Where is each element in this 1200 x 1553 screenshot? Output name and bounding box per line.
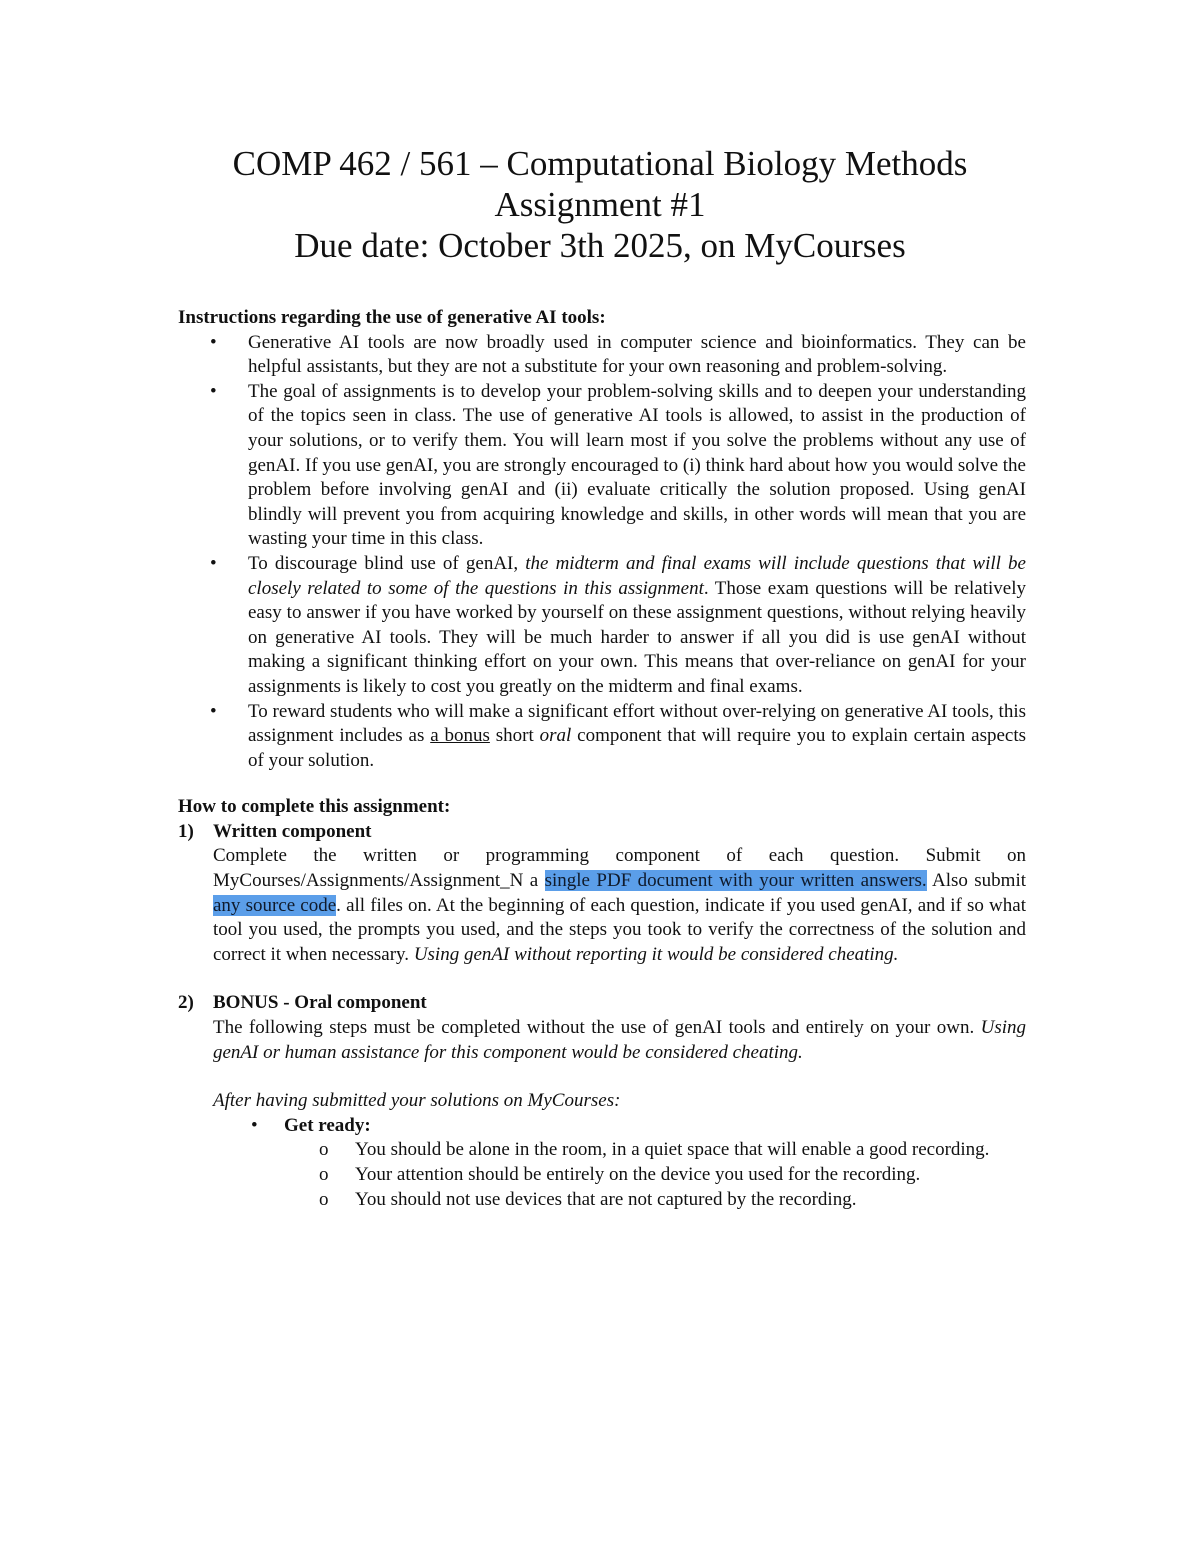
circle-bullet-icon: o [319, 1139, 329, 1161]
list-item: • To reward students who will make a significant effort without over-relying on generative AI tools, this assignment includes as a bonus short oral component that will require you to explain certain aspects of your solution. [210, 700, 1027, 771]
bullet-icon: • [251, 1114, 258, 1136]
highlighted-text: single PDF document with your written answers. [544, 870, 927, 892]
list-item: • Generative AI tools are now broadly used in computer science and bioinformatics. They can be helpful assistants, but they are not a substitute for your own reasoning and problem-solving. [210, 331, 1026, 378]
course-title: COMP 462 / 561 – Computational Biology Methods [232, 144, 968, 183]
bullet-icon: • [210, 331, 217, 353]
step-text: Complete the written or programming component of each question. Submit on MyCourses/Assignments/Assignment_N a single PDF document with your written answers. Also submit any source code. all files on. At the beginning of each question, indicate if you used genAI, and if so what tool you used, the prompts you used, and the steps you took to verify the correctness of the solution and correct it when necessary. Using genAI without reporting it would be considered cheating. [213, 845, 1027, 965]
how-to-heading: How to complete this assignment: [178, 796, 451, 818]
after-submission-note: After having submitted your solutions on MyCourses: [213, 1090, 621, 1112]
bonus-underline: a bonus [430, 725, 490, 747]
ai-instructions-heading: Instructions regarding the use of generative AI tools: [178, 307, 606, 328]
step-title: Written component [213, 820, 372, 842]
list-item: • To discourage blind use of genAI, the midterm and final exams will include questions that will be closely related to some of the questions in this assignment. Those exam questions will be relatively easy to answer if you have worked by yourself on these assignment questions, without relying heavily on generative AI tools. They will be much harder to answer if all you did is use genAI without making a significant thinking effort on your own. This means that over-reliance on genAI for your assignments is likely to cost you greatly on the midterm and final exams. [210, 552, 1026, 697]
list-item: o You should be alone in the room, in a quiet space that will enable a good recording. [284, 1138, 1026, 1163]
list-item: • The goal of assignments is to develop your problem-solving skills and to deepen your understanding of the topics seen in class. The use of generative AI tools is allowed, to assist in the production of your solutions, or to verify them. You will learn most if you solve the problems without any use of genAI. If you use genAI, you are strongly encouraged to (i) think hard about how you would solve the problem before involving genAI and (ii) evaluate critically the solution proposed. Using genAI blindly will prevent you from acquiring knowledge and skills, in other words will mean that you are wasting your time in this class. [210, 380, 1026, 550]
assignment-title: Assignment #1 [494, 185, 706, 224]
circle-bullet-icon: o [319, 1188, 329, 1210]
get-ready-items [284, 1138, 1026, 1212]
bullet-icon: • [210, 700, 217, 722]
bullet-icon: • [210, 380, 217, 402]
ai-instructions-list [178, 331, 1026, 774]
get-ready-list [213, 1114, 1026, 1212]
document-body [178, 306, 1026, 1212]
circle-bullet-icon: o [319, 1164, 329, 1185]
due-date: Due date: October 3th 2025, on MyCourses [294, 226, 906, 265]
exam-warning-emphasis: the midterm and final exams will include questions that will be closely related to some of the questions in this assignment [248, 552, 1026, 599]
step-title: BONUS - Oral component [213, 992, 427, 1014]
list-item: • Get ready: o You should be alone in the room, in a quiet space that will enable a good recording. o Your attention should be entirely on the device you used for the recording. o You should not use devices that are not captured by the recording. [213, 1114, 1026, 1212]
bullet-icon: • [210, 552, 217, 574]
step-text: The following steps must be completed without the use of genAI tools and entirely on your own. Using genAI or human assistance for this component would be considered cheating. [213, 1017, 1026, 1063]
list-item: o You should not use devices that are not captured by the recording. [284, 1188, 1026, 1213]
list-item: o Your attention should be entirely on the device you used for the recording. [284, 1163, 1026, 1188]
document-title [0, 143, 1200, 266]
steps-list [178, 820, 1026, 1212]
step-written: 1) Written component Complete the written or programming component of each question. Submit on MyCourses/Assignments/Assignment_N a single PDF document with your written answers. Also submit any source code. all files on. At the beginning of each question, indicate if you used genAI, and if so what tool you used, the prompts you used, and the steps you took to verify the correctness of the solution and correct it when necessary. Using genAI without reporting it would be considered cheating. [178, 820, 1026, 992]
step-oral: 2) BONUS - Oral component The following steps must be completed without the use of genAI tools and entirely on your own. Using genAI or human assistance for this component would be considered cheating. After having submitted your solutions on MyCourses: • Get ready: o You should be alone in the room, in a quiet space that will enable a good recording. o Your attention should be entirely on the device you used for the recording. o You should not use devices that are not captured by the recording. [178, 991, 1026, 1212]
highlighted-text: any source code [213, 894, 337, 916]
